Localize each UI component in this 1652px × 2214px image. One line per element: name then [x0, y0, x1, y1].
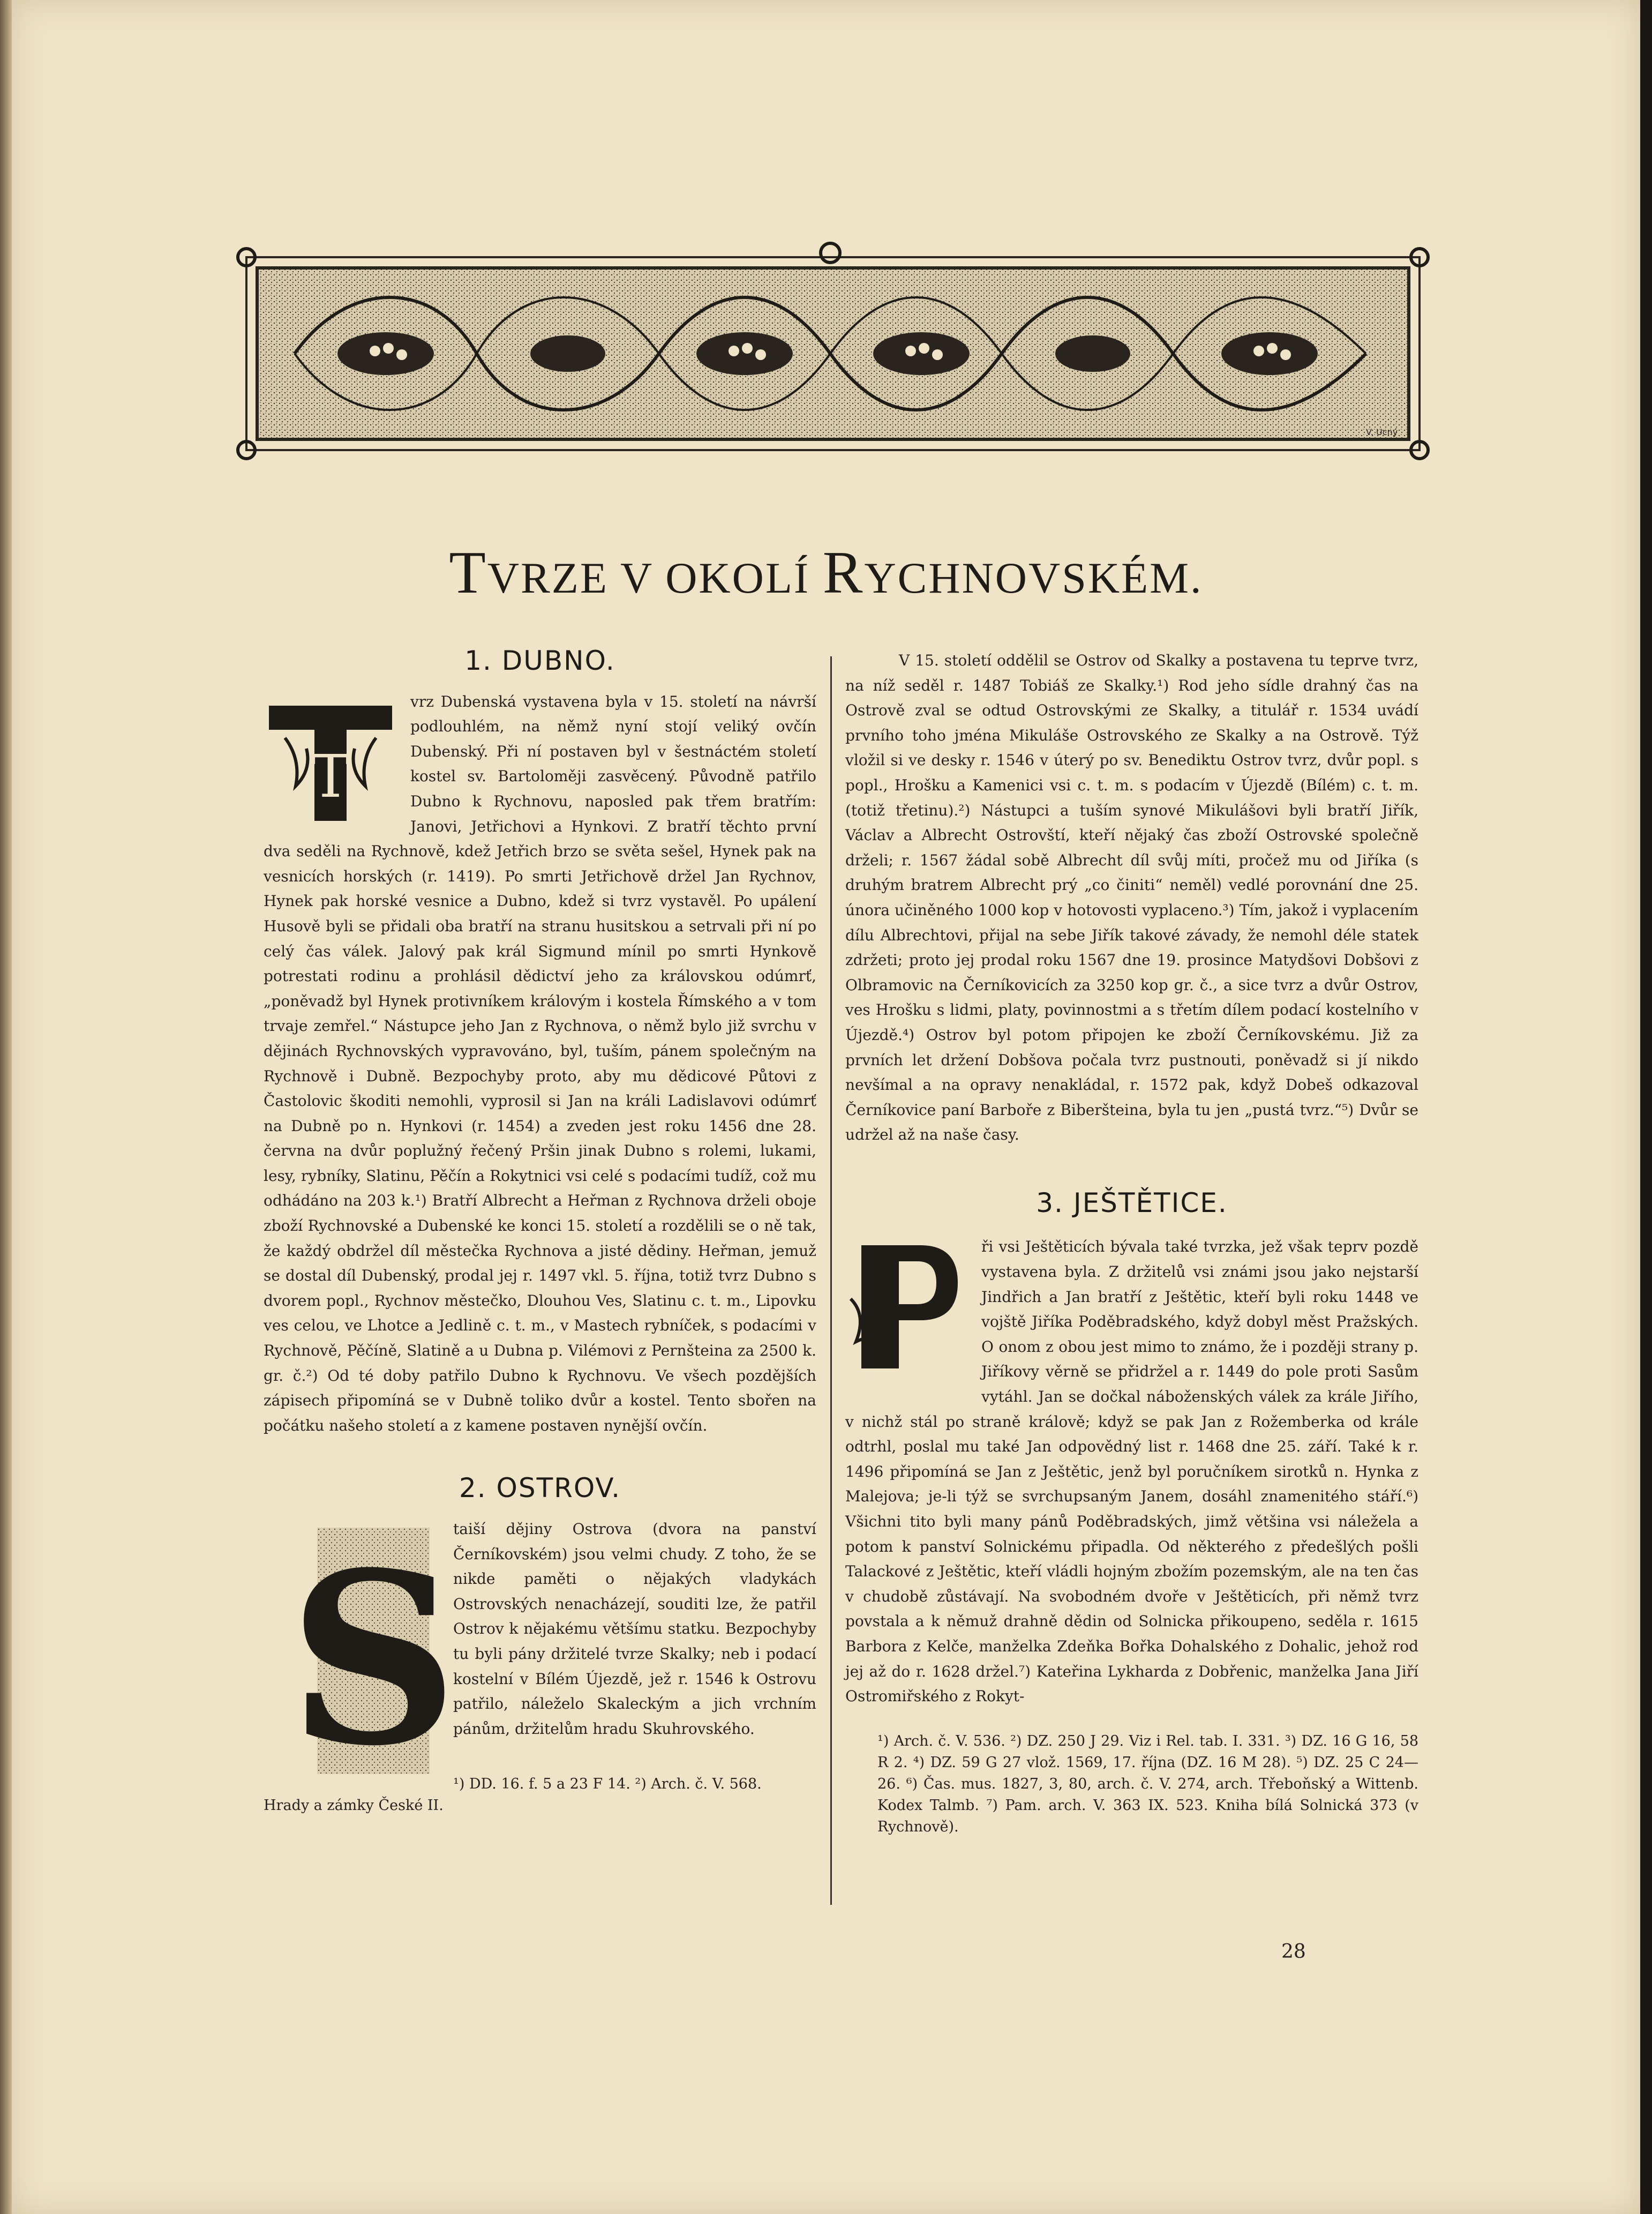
page-title — [12, 538, 1640, 608]
section-heading-ostrov: 2. OSTROV. — [459, 1472, 621, 1504]
dropcap-S — [288, 1517, 459, 1798]
right-column — [845, 648, 1418, 1838]
ornament-signature: V. Ucný — [1366, 427, 1398, 437]
title-rest: VRZE V OKOLÍ — [487, 554, 823, 602]
section-heading-dubno: 1. DUBNO. — [464, 645, 615, 676]
dropcap-letter-P: P — [867, 1369, 874, 1382]
section-text-dubno: vrz Dubenská vystavena byla v 15. století na návrší podlouhlém, na němž nyní stojí veliký ovčín Dubenský. Při ní postaven byl v šestnáctém století kostel sv. Bartoloměji zasvěcený. Původně patřilo Dubno k Rychnovu, naposled pak třem bratřím: Janovi, Jetřichovi a Hynkovi. Z bratří těchto první dva seděli na Rychnově, kdež Jetřich brzo se světa sešel, Hynek pak na vesnicích horských (r. 1419). Po smrti Jetřichově držel Jan Rychnov, Hynek pak horské vesnice a Dubno, kdež si tvrz vystavěl. Po upálení Husově byli se přidali oba bratří na stranu husitskou a setrvali při ní po celý čas válek. Jalový pak král Sigmund mínil po smrti Hynkově potrestati rodinu a prohlásil dědictví jeho za královskou odúmrť, „poněvadž byl Hynek protivníkem královým i kostela Římského a v tom trvaje zemřel.“ Nástupce jeho Jan z Rychnova, o němž bylo již svrchu v dějinách Rychnovských vypravováno, byl, tuším, pánem společným na Rychnově i Dubně. Bezpochyby proto, aby mu dědicové Půtovi z Častolovic škoditi nemohli, vyprosil si Jan na králi Ladislavovi odúmrť na Dubně po n. Hynkovi (r. 1454) a zveden jest roku 1456 dne 28. června na dvůr poplužný řečený Pršin jinak Dubno s rolemi, lukami, lesy, rybníky, Slatinu, Pěčín a Rokytnici vsi celé s podacími tudíž, což mu odhádáno na 203 k.¹) Bratří Albrecht a Heřman z Rychnova drželi oboje zboží Rychnovské a Dubenské ke konci 15. století a rozdělili se o ně tak, že každý obdržel díl městečka Rychnova a jisté dědiny. Heřman, jemuž se dostal díl Dubenský, prodal jej r. 1497 vkl. 5. října, totiž tvrz Dubno s dvorem popl., Rychnov městečko, Dlouhou Ves, Slatinu c. t. m., Lipovku ves celou, ve Lhotce a Jedlině c. t. m., v Mastech rybníček, s podacími v Rychnově, Pěčíně, Slatině a u Dubna p. Vilémovi z Pernšteina za 2500 k. gr. č.²) Od té doby patřilo Dubno k Rychnovu. Ve všech pozdějších zápisech připomíná se v Dubně toliko dvůr a kostel. Tento sbořen na počátku našeho století a z kamene postaven nynější ovčín. — [264, 692, 816, 1434]
section-text-ostrov: taiší dějiny Ostrova (dvora na panství Černíkovském) jsou velmi chudy. Z toho, že se nikde paměti o nějakých vladykách Ostrovských nenacházejí, souditi lze, že patřil Ostrov k nějakému většímu statku. Bezpochyby tu byli pány držitelé tvrze Skalky; neb i podací kostelní v Bílém Újezdě, jež r. 1546 k Ostrovu patřilo, náleželo Skaleckým a jich vrchním pánům, držitelům hradu Skuhrovského. — [453, 1520, 816, 1738]
left-column — [264, 645, 816, 1816]
book-page — [12, 0, 1640, 2214]
dropcap-T — [264, 690, 397, 824]
footnotes-right: ¹) Arch. č. V. 536. ²) DZ. 250 J 29. Viz i Rel. tab. I. 331. ³) DZ. 16 G 16, 58 R 2. ⁴) DZ. 59 G 27 vlož. 1569, 17. října (DZ. 16 M 28). ⁵) DZ. 25 C 24—26. ⁶) Čas. mus. 1827, 3, 80, arch. č. V. 274, arch. Třeboňský a Wittenb. Kodex Talmb. ⁷) Pam. arch. V. 363 IX. 523. Kniha bílá Solnická 373 (v Rychnově). — [877, 1732, 1418, 1835]
dropcap-letter-T: T — [311, 742, 350, 811]
title-first-cap: T — [449, 540, 487, 606]
title-second-cap: R — [822, 540, 865, 606]
footnote-left: ¹) DD. 16. f. 5 a 23 F 14. ²) Arch. č. V. 568. — [453, 1776, 762, 1793]
dropcap-P — [845, 1235, 968, 1385]
page-number: 28 — [1281, 1941, 1306, 1963]
column-rule — [830, 656, 832, 1905]
dropcap-letter-S: S — [288, 1521, 459, 1798]
footer-series: Hrady a zámky České II. — [264, 1797, 444, 1814]
section-text-ostrov-cont: V 15. století oddělil se Ostrov od Skalky a postavena tu teprve tvrz, na níž seděl r. 1487 Tobiáš ze Skalky.¹) Rod jeho sídle drahný čas na Ostrově zval se odtud Ostrovskými ze Skalky, a titulář r. 1534 uvádí prvního toho jména Mikuláše Ostrovského ze Skalky a na Ostrově. Týž vložil si ve desky r. 1546 v úterý po sv. Benediktu Ostrov tvrz, dvůr popl. s popl., Hrošku a Kamenici vsi c. t. m. s podacím v Újezdě (Bílém) c. t. m. (totiž třetinu).²) Nástupci a tuším synové Mikulášovi byli bratří Jiřík, Václav a Albrecht Ostrovští, kteří nějaký čas zboží Ostrovské společně drželi; r. 1567 žádal sobě Albrecht díl svůj míti, pročež mu od Jiříka (s druhým bratrem Albrecht prý „co činiti“ neměl) vedlé porovnání dne 25. února učiněného 1000 kop v hotovosti vyplaceno.³) Tím, jakož i vyplacením dílu Albrechtovi, přijal na sebe Jiřík takové závady, že nemohl déle statek zdržeti; proto jej prodal roku 1567 dne 19. prosince Matydšovi Dobšovi z Olbramovic na Černíkovicích za 3250 kop gr. č., a sice tvrz a dvůr Ostrov, ves Hrošku s lidmi, platy, povinnostmi a s třetím dílem podací kostelního v Újezdě.⁴) Ostrov byl potom připojen ke zboží Černíkovskému. Již za prvních let držení Dobšova počala tvrz pustnouti, poněvadž si jí nikdo nevšímal a na opravy nenakládal, r. 1572 pak, když Dobeš odkazoval Černíkovice paní Barboře z Biberšteina, byla tu jen „pustá tvrz.“⁵) Dvůr se udržel až na naše časy. — [845, 652, 1418, 1144]
ornamental-banner — [230, 236, 1436, 477]
section-text-jestetice: ři vsi Ještěticích bývala také tvrzka, jež však teprv pozdě vystavena byla. Z držitelů vsi známi jsou jako nejstarší Jindřich a Jan bratří z Ještětic, kteří byli roku 1448 ve vojště Jiříka Poděbradského, když dobyl měst Pražských. O onom z obou jest mimo to známo, že i později strany p. Jiříkovy věrně se přidržel a r. 1449 do pole proti Sasům vytáhl. Jan se dočkal náboženských válek za krále Jiřího, v nichž stál po straně králově; když se pak Jan z Rožemberka od krále odtrhl, poslal mu také Jan odpovědný list r. 1468 dne 25. září. Také k r. 1496 připomíná se Jan z Ještětic, jenž byl poručníkem sirotků n. Hynka z Malejova; je-li týž se svrchupsaným Janem, dosáhl znamenitého stáří.⁶) Všichni tito byli many pánů Poděbradských, jimž většina vsi náležela a potom k panství Solnickému připadla. Od některého z předešlých pošli Talackové z Ještětic, kteří vládli hojným zbožím pozemským, ale na ten čas v chudobě zůstávají. Na svobodném dvoře v Ještěticích, při němž tvrz povstala a k němuž drahně dědin od Solnicka přikoupeno, seděla r. 1615 Barbora z Kelče, manželka Zdeňka Bořka Dohalského z Dohalic, jehož rod jej až do r. 1628 držel.⁷) Kateřina Lykharda z Dobřenic, manželka Jana Jiří Ostromiřského z Rokyt- — [845, 1238, 1418, 1706]
section-heading-jestetice: 3. JEŠTĚTICE. — [1036, 1187, 1228, 1218]
title-rest2: YCHNOVSKÉM. — [864, 554, 1203, 602]
